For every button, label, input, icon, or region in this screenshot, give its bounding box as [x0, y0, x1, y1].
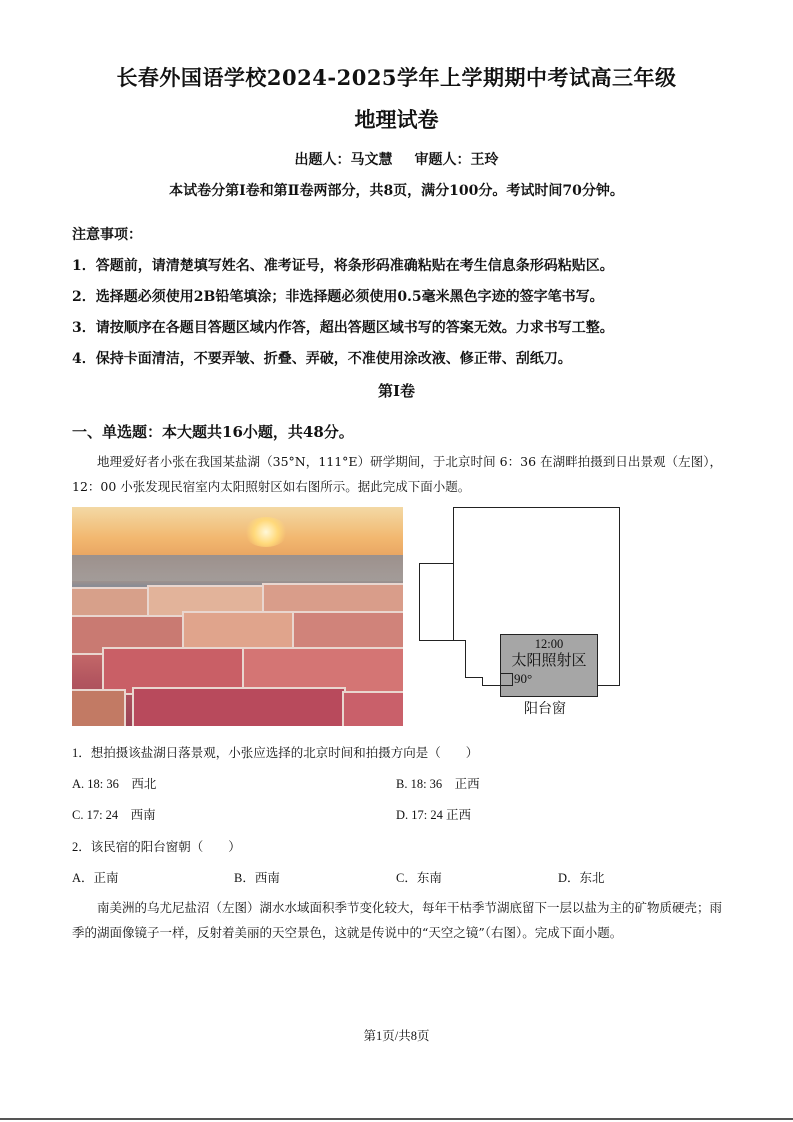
reviewer: 审题人：王玲	[414, 152, 499, 168]
q1-option-c[interactable]: C. 17: 24 西南	[72, 808, 156, 822]
city-skyline	[72, 555, 403, 581]
part-heading: 一、单选题：本大题共16小题，共48分。	[72, 423, 354, 441]
salt-pond	[182, 611, 296, 649]
notice-item: 3．请按顺序在各题目答题区域内作答，超出答题区域书写的答案无效。力求书写工整。	[72, 320, 614, 336]
diagram-balcony-label: 阳台窗	[524, 702, 566, 717]
diagram-angle: 90°	[514, 671, 533, 686]
salt-lake-sunrise-photo	[72, 507, 403, 726]
q1-option-d[interactable]: D. 17: 24 正西	[396, 808, 472, 822]
notice-item: 1．答题前，请清楚填写姓名、准考证号，将条形码准确粘贴在考生信息条形码粘贴区。	[72, 258, 614, 274]
notice-heading: 注意事项：	[72, 227, 142, 243]
passage-2: 南美洲的乌尤尼盐沼（左图）湖水水域面积季节变化较大，每年干枯季节湖底留下一层以盐为主的矿物质硬壳；雨季的湖面像镜子一样，反射着美丽的天空景色，这就是传说中的“天空之镜”（右图）。完成下面小题。	[72, 900, 723, 940]
q2-option-b[interactable]: B．西南	[234, 871, 280, 885]
q2-option-d[interactable]: D．东北	[558, 871, 605, 885]
q1-option-b[interactable]: B. 18: 36 正西	[396, 777, 480, 791]
question-2-stem: 2．该民宿的阳台窗朝（ ）	[72, 840, 241, 854]
passage-1: 地理爱好者小张在我国某盐湖（35°N，111°E）研学期间，于北京时间 6：36 在湖畔拍摄到日出景观（左图），12：00 小张发现民宿室内太阳照射区如右图所示。据此完成下面小题。	[72, 454, 722, 494]
q2-option-c[interactable]: C．东南	[396, 871, 442, 885]
room-sunlight-diagram	[418, 506, 622, 718]
exam-intro: 本试卷分第Ⅰ卷和第Ⅱ卷两部分，共8页，满分100分。考试时间70分钟。	[169, 183, 624, 199]
bottom-divider	[0, 1118, 793, 1120]
salt-pond	[132, 687, 346, 726]
q1-option-a[interactable]: A. 18: 36 西北	[72, 777, 157, 791]
setter: 出题人：马文慧	[294, 152, 393, 168]
sun-glow	[244, 517, 288, 547]
salt-pond	[72, 689, 126, 726]
exam-title: 长春外国语学校2024-2025学年上学期期中考试高三年级	[116, 65, 677, 90]
notice-item: 2．选择题必须使用2B铅笔填涂；非选择题必须使用0.5毫米黑色字迹的签字笔书写。	[72, 289, 604, 305]
q2-option-a[interactable]: A．正南	[72, 871, 119, 885]
question-1-stem: 1．想拍摄该盐湖日落景观，小张应选择的北京时间和拍摄方向是（ ）	[72, 746, 479, 760]
salt-pond	[342, 691, 403, 726]
diagram-time: 12:00	[534, 637, 564, 651]
page-number: 第1页/共8页	[363, 1029, 430, 1043]
diagram-area-label: 太阳照射区	[511, 653, 587, 669]
notice-item: 4．保持卡面清洁，不要弄皱、折叠、弄破，不准使用涂改液、修正带、刮纸刀。	[72, 351, 572, 367]
authors-line	[0, 149, 793, 169]
section-title: 第Ⅰ卷	[377, 382, 416, 400]
exam-subtitle: 地理试卷	[354, 107, 439, 132]
